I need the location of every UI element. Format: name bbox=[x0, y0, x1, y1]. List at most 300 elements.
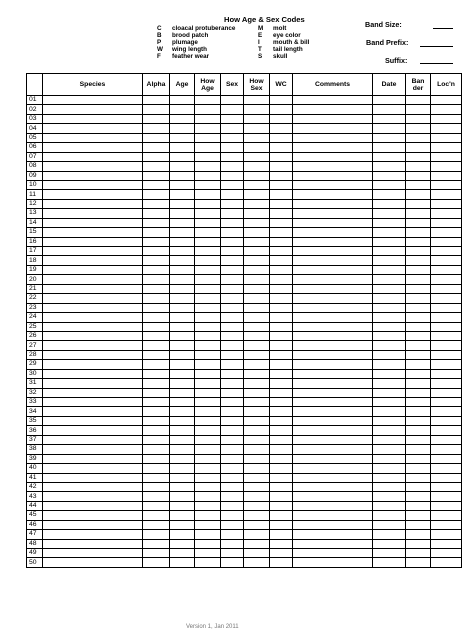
cell-date[interactable] bbox=[373, 501, 406, 510]
cell-wc[interactable] bbox=[270, 284, 293, 293]
cell-how-age[interactable] bbox=[195, 143, 221, 152]
cell-bander[interactable] bbox=[406, 454, 431, 463]
cell-alpha[interactable] bbox=[143, 369, 170, 378]
cell-alpha[interactable] bbox=[143, 407, 170, 416]
cell-sex[interactable] bbox=[221, 265, 244, 274]
cell-wc[interactable] bbox=[270, 549, 293, 558]
cell-age[interactable] bbox=[170, 218, 195, 227]
cell-location[interactable] bbox=[431, 416, 462, 425]
cell-species[interactable] bbox=[43, 435, 143, 444]
cell-comments[interactable] bbox=[293, 322, 373, 331]
cell-how-age[interactable] bbox=[195, 350, 221, 359]
cell-species[interactable] bbox=[43, 501, 143, 510]
cell-how-sex[interactable] bbox=[244, 530, 270, 539]
cell-date[interactable] bbox=[373, 199, 406, 208]
cell-species[interactable] bbox=[43, 133, 143, 142]
cell-comments[interactable] bbox=[293, 445, 373, 454]
cell-age[interactable] bbox=[170, 558, 195, 567]
cell-location[interactable] bbox=[431, 105, 462, 114]
cell-wc[interactable] bbox=[270, 501, 293, 510]
cell-comments[interactable] bbox=[293, 265, 373, 274]
cell-location[interactable] bbox=[431, 247, 462, 256]
cell-location[interactable] bbox=[431, 209, 462, 218]
cell-wc[interactable] bbox=[270, 558, 293, 567]
cell-bander[interactable] bbox=[406, 369, 431, 378]
cell-how-age[interactable] bbox=[195, 124, 221, 133]
cell-how-sex[interactable] bbox=[244, 398, 270, 407]
cell-age[interactable] bbox=[170, 416, 195, 425]
cell-alpha[interactable] bbox=[143, 416, 170, 425]
cell-comments[interactable] bbox=[293, 341, 373, 350]
cell-alpha[interactable] bbox=[143, 237, 170, 246]
cell-comments[interactable] bbox=[293, 511, 373, 520]
cell-how-sex[interactable] bbox=[244, 388, 270, 397]
cell-species[interactable] bbox=[43, 294, 143, 303]
cell-sex[interactable] bbox=[221, 247, 244, 256]
cell-how-age[interactable] bbox=[195, 549, 221, 558]
cell-sex[interactable] bbox=[221, 549, 244, 558]
cell-location[interactable] bbox=[431, 445, 462, 454]
cell-alpha[interactable] bbox=[143, 313, 170, 322]
cell-how-age[interactable] bbox=[195, 530, 221, 539]
cell-bander[interactable] bbox=[406, 464, 431, 473]
cell-alpha[interactable] bbox=[143, 558, 170, 567]
cell-how-age[interactable] bbox=[195, 96, 221, 105]
cell-bander[interactable] bbox=[406, 530, 431, 539]
cell-age[interactable] bbox=[170, 331, 195, 340]
cell-sex[interactable] bbox=[221, 341, 244, 350]
cell-date[interactable] bbox=[373, 407, 406, 416]
cell-location[interactable] bbox=[431, 558, 462, 567]
cell-bander[interactable] bbox=[406, 558, 431, 567]
cell-location[interactable] bbox=[431, 96, 462, 105]
cell-bander[interactable] bbox=[406, 341, 431, 350]
cell-wc[interactable] bbox=[270, 275, 293, 284]
cell-location[interactable] bbox=[431, 152, 462, 161]
cell-alpha[interactable] bbox=[143, 360, 170, 369]
cell-location[interactable] bbox=[431, 218, 462, 227]
cell-how-age[interactable] bbox=[195, 180, 221, 189]
cell-how-sex[interactable] bbox=[244, 454, 270, 463]
cell-bander[interactable] bbox=[406, 520, 431, 529]
cell-comments[interactable] bbox=[293, 171, 373, 180]
cell-sex[interactable] bbox=[221, 350, 244, 359]
cell-age[interactable] bbox=[170, 171, 195, 180]
cell-location[interactable] bbox=[431, 199, 462, 208]
cell-species[interactable] bbox=[43, 247, 143, 256]
cell-alpha[interactable] bbox=[143, 133, 170, 142]
cell-species[interactable] bbox=[43, 331, 143, 340]
cell-how-age[interactable] bbox=[195, 558, 221, 567]
cell-species[interactable] bbox=[43, 124, 143, 133]
cell-bander[interactable] bbox=[406, 303, 431, 312]
cell-comments[interactable] bbox=[293, 530, 373, 539]
cell-wc[interactable] bbox=[270, 96, 293, 105]
cell-age[interactable] bbox=[170, 162, 195, 171]
cell-species[interactable] bbox=[43, 256, 143, 265]
cell-species[interactable] bbox=[43, 388, 143, 397]
cell-how-age[interactable] bbox=[195, 331, 221, 340]
cell-date[interactable] bbox=[373, 171, 406, 180]
cell-wc[interactable] bbox=[270, 369, 293, 378]
cell-how-age[interactable] bbox=[195, 218, 221, 227]
cell-bander[interactable] bbox=[406, 247, 431, 256]
cell-comments[interactable] bbox=[293, 482, 373, 491]
cell-location[interactable] bbox=[431, 482, 462, 491]
cell-species[interactable] bbox=[43, 558, 143, 567]
cell-how-sex[interactable] bbox=[244, 152, 270, 161]
cell-comments[interactable] bbox=[293, 152, 373, 161]
cell-how-sex[interactable] bbox=[244, 501, 270, 510]
cell-alpha[interactable] bbox=[143, 539, 170, 548]
cell-date[interactable] bbox=[373, 284, 406, 293]
cell-wc[interactable] bbox=[270, 303, 293, 312]
cell-location[interactable] bbox=[431, 407, 462, 416]
cell-location[interactable] bbox=[431, 398, 462, 407]
cell-comments[interactable] bbox=[293, 247, 373, 256]
cell-date[interactable] bbox=[373, 105, 406, 114]
cell-bander[interactable] bbox=[406, 294, 431, 303]
cell-location[interactable] bbox=[431, 237, 462, 246]
cell-date[interactable] bbox=[373, 143, 406, 152]
cell-date[interactable] bbox=[373, 218, 406, 227]
cell-comments[interactable] bbox=[293, 114, 373, 123]
cell-age[interactable] bbox=[170, 143, 195, 152]
cell-bander[interactable] bbox=[406, 482, 431, 491]
cell-comments[interactable] bbox=[293, 520, 373, 529]
cell-sex[interactable] bbox=[221, 492, 244, 501]
cell-age[interactable] bbox=[170, 228, 195, 237]
cell-comments[interactable] bbox=[293, 388, 373, 397]
cell-age[interactable] bbox=[170, 520, 195, 529]
cell-sex[interactable] bbox=[221, 369, 244, 378]
cell-age[interactable] bbox=[170, 360, 195, 369]
cell-how-sex[interactable] bbox=[244, 322, 270, 331]
cell-wc[interactable] bbox=[270, 341, 293, 350]
cell-how-age[interactable] bbox=[195, 416, 221, 425]
cell-alpha[interactable] bbox=[143, 549, 170, 558]
cell-alpha[interactable] bbox=[143, 501, 170, 510]
cell-alpha[interactable] bbox=[143, 379, 170, 388]
cell-how-sex[interactable] bbox=[244, 294, 270, 303]
cell-bander[interactable] bbox=[406, 237, 431, 246]
cell-bander[interactable] bbox=[406, 426, 431, 435]
cell-sex[interactable] bbox=[221, 199, 244, 208]
cell-how-age[interactable] bbox=[195, 341, 221, 350]
cell-age[interactable] bbox=[170, 256, 195, 265]
cell-comments[interactable] bbox=[293, 303, 373, 312]
cell-comments[interactable] bbox=[293, 96, 373, 105]
cell-alpha[interactable] bbox=[143, 520, 170, 529]
cell-how-sex[interactable] bbox=[244, 492, 270, 501]
cell-how-age[interactable] bbox=[195, 360, 221, 369]
cell-how-sex[interactable] bbox=[244, 549, 270, 558]
cell-wc[interactable] bbox=[270, 539, 293, 548]
cell-how-age[interactable] bbox=[195, 162, 221, 171]
cell-date[interactable] bbox=[373, 350, 406, 359]
cell-how-sex[interactable] bbox=[244, 237, 270, 246]
cell-how-age[interactable] bbox=[195, 464, 221, 473]
cell-sex[interactable] bbox=[221, 218, 244, 227]
cell-wc[interactable] bbox=[270, 416, 293, 425]
cell-wc[interactable] bbox=[270, 133, 293, 142]
cell-wc[interactable] bbox=[270, 199, 293, 208]
cell-alpha[interactable] bbox=[143, 341, 170, 350]
cell-bander[interactable] bbox=[406, 171, 431, 180]
cell-alpha[interactable] bbox=[143, 209, 170, 218]
cell-species[interactable] bbox=[43, 303, 143, 312]
cell-how-sex[interactable] bbox=[244, 162, 270, 171]
cell-age[interactable] bbox=[170, 539, 195, 548]
cell-wc[interactable] bbox=[270, 171, 293, 180]
cell-alpha[interactable] bbox=[143, 492, 170, 501]
cell-how-age[interactable] bbox=[195, 152, 221, 161]
cell-sex[interactable] bbox=[221, 284, 244, 293]
cell-alpha[interactable] bbox=[143, 284, 170, 293]
cell-how-sex[interactable] bbox=[244, 105, 270, 114]
cell-alpha[interactable] bbox=[143, 124, 170, 133]
cell-wc[interactable] bbox=[270, 407, 293, 416]
cell-comments[interactable] bbox=[293, 105, 373, 114]
cell-comments[interactable] bbox=[293, 398, 373, 407]
cell-date[interactable] bbox=[373, 228, 406, 237]
cell-sex[interactable] bbox=[221, 530, 244, 539]
cell-how-age[interactable] bbox=[195, 275, 221, 284]
cell-wc[interactable] bbox=[270, 209, 293, 218]
cell-location[interactable] bbox=[431, 473, 462, 482]
cell-comments[interactable] bbox=[293, 209, 373, 218]
cell-sex[interactable] bbox=[221, 454, 244, 463]
cell-how-age[interactable] bbox=[195, 237, 221, 246]
cell-species[interactable] bbox=[43, 369, 143, 378]
cell-bander[interactable] bbox=[406, 407, 431, 416]
cell-sex[interactable] bbox=[221, 209, 244, 218]
cell-how-age[interactable] bbox=[195, 398, 221, 407]
cell-date[interactable] bbox=[373, 313, 406, 322]
cell-how-age[interactable] bbox=[195, 303, 221, 312]
cell-how-sex[interactable] bbox=[244, 199, 270, 208]
cell-bander[interactable] bbox=[406, 416, 431, 425]
cell-how-sex[interactable] bbox=[244, 256, 270, 265]
cell-date[interactable] bbox=[373, 511, 406, 520]
cell-sex[interactable] bbox=[221, 511, 244, 520]
cell-species[interactable] bbox=[43, 218, 143, 227]
cell-location[interactable] bbox=[431, 388, 462, 397]
cell-wc[interactable] bbox=[270, 360, 293, 369]
cell-date[interactable] bbox=[373, 473, 406, 482]
cell-bander[interactable] bbox=[406, 228, 431, 237]
cell-species[interactable] bbox=[43, 180, 143, 189]
cell-comments[interactable] bbox=[293, 143, 373, 152]
cell-sex[interactable] bbox=[221, 435, 244, 444]
cell-comments[interactable] bbox=[293, 558, 373, 567]
cell-bander[interactable] bbox=[406, 105, 431, 114]
cell-wc[interactable] bbox=[270, 445, 293, 454]
cell-wc[interactable] bbox=[270, 379, 293, 388]
cell-how-age[interactable] bbox=[195, 501, 221, 510]
cell-sex[interactable] bbox=[221, 228, 244, 237]
cell-alpha[interactable] bbox=[143, 218, 170, 227]
cell-age[interactable] bbox=[170, 180, 195, 189]
cell-sex[interactable] bbox=[221, 237, 244, 246]
cell-alpha[interactable] bbox=[143, 331, 170, 340]
cell-species[interactable] bbox=[43, 152, 143, 161]
cell-location[interactable] bbox=[431, 133, 462, 142]
cell-date[interactable] bbox=[373, 341, 406, 350]
cell-age[interactable] bbox=[170, 398, 195, 407]
cell-wc[interactable] bbox=[270, 105, 293, 114]
cell-sex[interactable] bbox=[221, 275, 244, 284]
cell-age[interactable] bbox=[170, 284, 195, 293]
cell-wc[interactable] bbox=[270, 388, 293, 397]
cell-how-age[interactable] bbox=[195, 426, 221, 435]
cell-age[interactable] bbox=[170, 209, 195, 218]
cell-bander[interactable] bbox=[406, 360, 431, 369]
cell-alpha[interactable] bbox=[143, 190, 170, 199]
cell-alpha[interactable] bbox=[143, 96, 170, 105]
cell-how-age[interactable] bbox=[195, 105, 221, 114]
cell-age[interactable] bbox=[170, 247, 195, 256]
cell-species[interactable] bbox=[43, 96, 143, 105]
cell-alpha[interactable] bbox=[143, 114, 170, 123]
cell-species[interactable] bbox=[43, 539, 143, 548]
cell-age[interactable] bbox=[170, 549, 195, 558]
cell-date[interactable] bbox=[373, 379, 406, 388]
cell-how-sex[interactable] bbox=[244, 124, 270, 133]
cell-location[interactable] bbox=[431, 426, 462, 435]
cell-wc[interactable] bbox=[270, 322, 293, 331]
cell-alpha[interactable] bbox=[143, 180, 170, 189]
cell-sex[interactable] bbox=[221, 398, 244, 407]
cell-sex[interactable] bbox=[221, 520, 244, 529]
cell-location[interactable] bbox=[431, 275, 462, 284]
cell-how-sex[interactable] bbox=[244, 558, 270, 567]
cell-wc[interactable] bbox=[270, 520, 293, 529]
cell-wc[interactable] bbox=[270, 464, 293, 473]
cell-alpha[interactable] bbox=[143, 454, 170, 463]
cell-date[interactable] bbox=[373, 398, 406, 407]
cell-age[interactable] bbox=[170, 105, 195, 114]
cell-bander[interactable] bbox=[406, 96, 431, 105]
cell-how-sex[interactable] bbox=[244, 143, 270, 152]
cell-bander[interactable] bbox=[406, 180, 431, 189]
cell-sex[interactable] bbox=[221, 294, 244, 303]
cell-sex[interactable] bbox=[221, 256, 244, 265]
cell-location[interactable] bbox=[431, 530, 462, 539]
cell-date[interactable] bbox=[373, 237, 406, 246]
cell-how-age[interactable] bbox=[195, 228, 221, 237]
cell-location[interactable] bbox=[431, 331, 462, 340]
cell-species[interactable] bbox=[43, 313, 143, 322]
cell-how-sex[interactable] bbox=[244, 265, 270, 274]
cell-alpha[interactable] bbox=[143, 162, 170, 171]
cell-how-age[interactable] bbox=[195, 265, 221, 274]
cell-how-age[interactable] bbox=[195, 435, 221, 444]
band-size-field[interactable] bbox=[433, 28, 453, 29]
cell-how-sex[interactable] bbox=[244, 473, 270, 482]
cell-comments[interactable] bbox=[293, 454, 373, 463]
cell-location[interactable] bbox=[431, 313, 462, 322]
cell-species[interactable] bbox=[43, 511, 143, 520]
cell-location[interactable] bbox=[431, 143, 462, 152]
cell-comments[interactable] bbox=[293, 416, 373, 425]
cell-age[interactable] bbox=[170, 114, 195, 123]
cell-how-sex[interactable] bbox=[244, 464, 270, 473]
cell-sex[interactable] bbox=[221, 303, 244, 312]
cell-alpha[interactable] bbox=[143, 228, 170, 237]
cell-alpha[interactable] bbox=[143, 152, 170, 161]
cell-alpha[interactable] bbox=[143, 256, 170, 265]
cell-species[interactable] bbox=[43, 322, 143, 331]
cell-date[interactable] bbox=[373, 445, 406, 454]
cell-how-sex[interactable] bbox=[244, 228, 270, 237]
cell-wc[interactable] bbox=[270, 162, 293, 171]
cell-bander[interactable] bbox=[406, 124, 431, 133]
cell-location[interactable] bbox=[431, 124, 462, 133]
cell-age[interactable] bbox=[170, 313, 195, 322]
cell-species[interactable] bbox=[43, 341, 143, 350]
cell-how-sex[interactable] bbox=[244, 190, 270, 199]
cell-sex[interactable] bbox=[221, 124, 244, 133]
cell-location[interactable] bbox=[431, 114, 462, 123]
cell-species[interactable] bbox=[43, 454, 143, 463]
cell-sex[interactable] bbox=[221, 379, 244, 388]
cell-wc[interactable] bbox=[270, 228, 293, 237]
cell-date[interactable] bbox=[373, 388, 406, 397]
cell-age[interactable] bbox=[170, 379, 195, 388]
cell-sex[interactable] bbox=[221, 426, 244, 435]
cell-age[interactable] bbox=[170, 265, 195, 274]
cell-date[interactable] bbox=[373, 369, 406, 378]
cell-how-age[interactable] bbox=[195, 171, 221, 180]
cell-species[interactable] bbox=[43, 114, 143, 123]
cell-location[interactable] bbox=[431, 341, 462, 350]
cell-location[interactable] bbox=[431, 549, 462, 558]
cell-location[interactable] bbox=[431, 190, 462, 199]
cell-sex[interactable] bbox=[221, 114, 244, 123]
cell-sex[interactable] bbox=[221, 152, 244, 161]
cell-how-sex[interactable] bbox=[244, 133, 270, 142]
cell-how-sex[interactable] bbox=[244, 96, 270, 105]
cell-wc[interactable] bbox=[270, 398, 293, 407]
cell-comments[interactable] bbox=[293, 256, 373, 265]
cell-bander[interactable] bbox=[406, 435, 431, 444]
cell-sex[interactable] bbox=[221, 539, 244, 548]
cell-wc[interactable] bbox=[270, 492, 293, 501]
cell-location[interactable] bbox=[431, 350, 462, 359]
cell-comments[interactable] bbox=[293, 180, 373, 189]
cell-bander[interactable] bbox=[406, 322, 431, 331]
cell-alpha[interactable] bbox=[143, 482, 170, 491]
cell-age[interactable] bbox=[170, 350, 195, 359]
cell-bander[interactable] bbox=[406, 511, 431, 520]
cell-species[interactable] bbox=[43, 379, 143, 388]
cell-comments[interactable] bbox=[293, 124, 373, 133]
cell-species[interactable] bbox=[43, 398, 143, 407]
cell-bander[interactable] bbox=[406, 190, 431, 199]
cell-how-sex[interactable] bbox=[244, 416, 270, 425]
cell-location[interactable] bbox=[431, 369, 462, 378]
cell-how-sex[interactable] bbox=[244, 511, 270, 520]
cell-how-age[interactable] bbox=[195, 482, 221, 491]
cell-age[interactable] bbox=[170, 96, 195, 105]
cell-how-sex[interactable] bbox=[244, 180, 270, 189]
cell-how-age[interactable] bbox=[195, 114, 221, 123]
cell-bander[interactable] bbox=[406, 350, 431, 359]
cell-wc[interactable] bbox=[270, 124, 293, 133]
cell-alpha[interactable] bbox=[143, 247, 170, 256]
cell-how-sex[interactable] bbox=[244, 247, 270, 256]
